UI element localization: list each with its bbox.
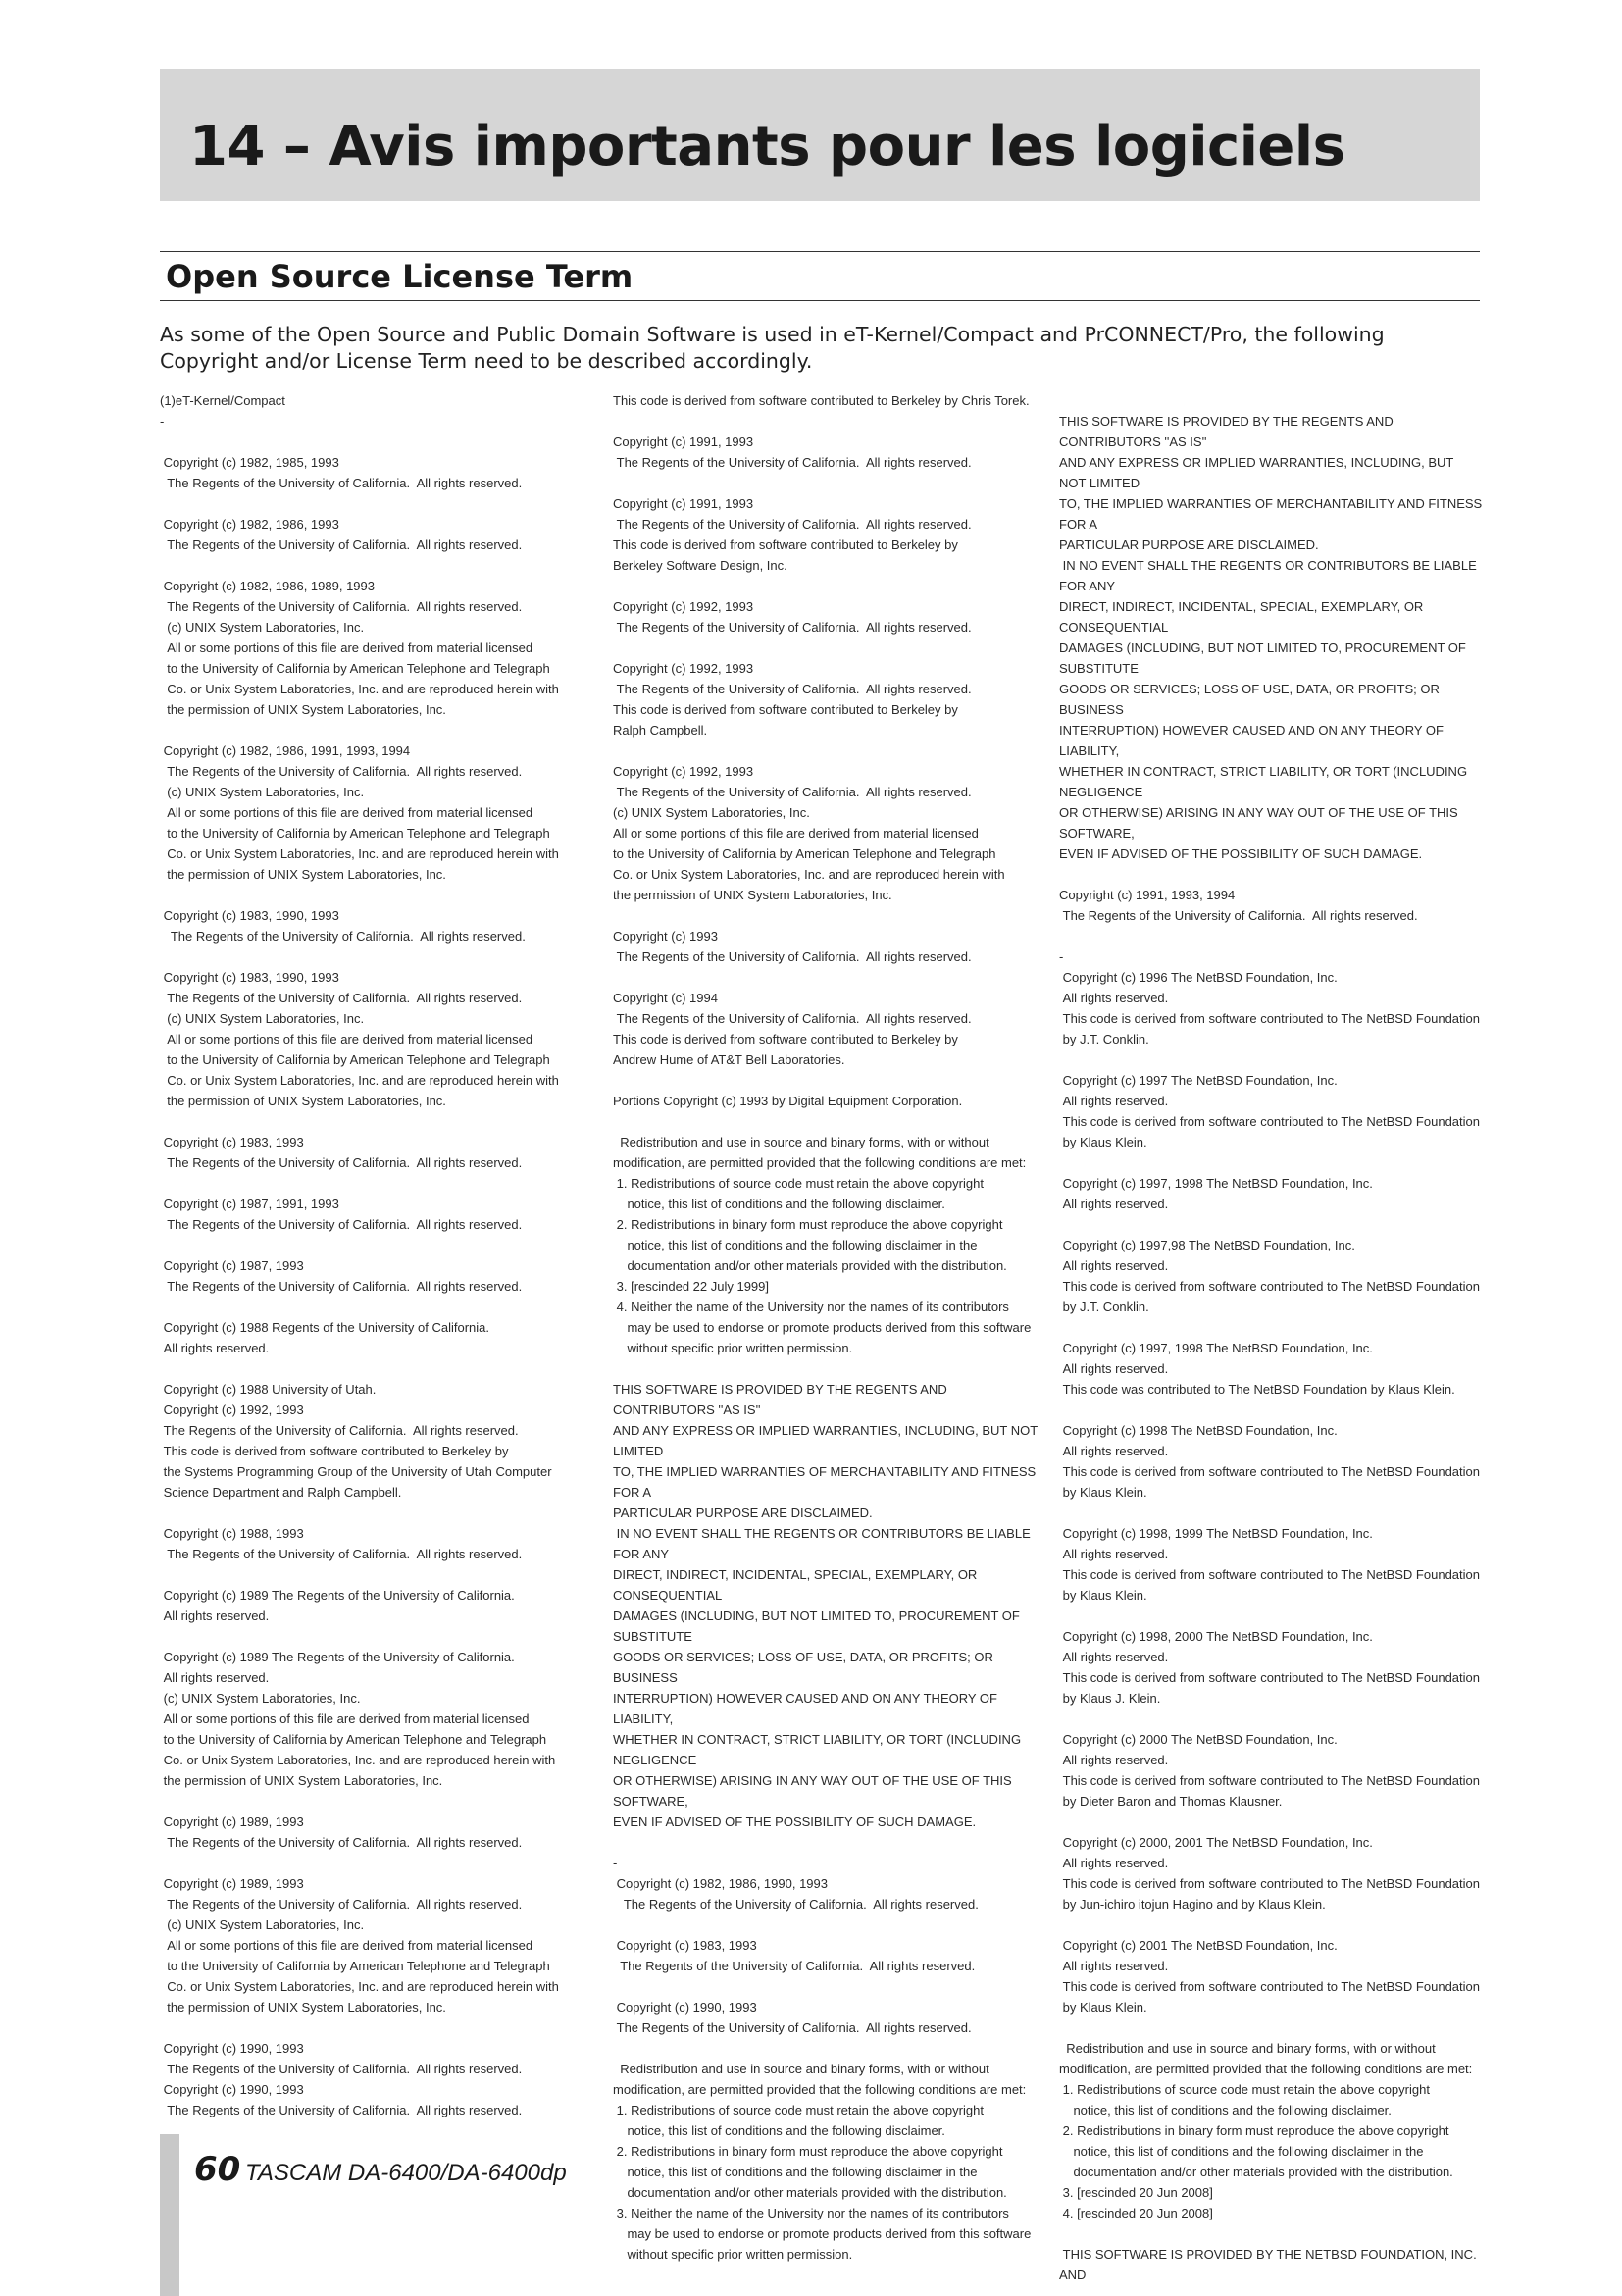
section-title: Open Source License Term [166, 258, 634, 295]
license-block: Copyright (c) 1982, 1985, 1993 The Regents of the University of California. All rights reserved. [163, 455, 523, 490]
license-block: Copyright (c) 1991, 1993, 1994 The Regents of the University of California. All rights reserved. [1059, 888, 1418, 923]
license-block: Copyright (c) 2001 The NetBSD Foundation, Inc. All rights reserved. This code is derived from software contributed to The NetBSD Foundation by Klaus Klein. [1062, 1938, 1480, 2015]
license-block: Copyright (c) 1993 The Regents of the University of California. All rights reserved. [613, 929, 972, 964]
license-block: Copyright (c) 1989 The Regents of the University of California. All rights reserved. [163, 1588, 515, 1623]
chapter-title: 14 – Avis importants pour les logiciels [189, 115, 1345, 179]
license-block: Copyright (c) 1989, 1993 The Regents of the University of California. All rights reserved. [163, 1814, 523, 1850]
license-block: Copyright (c) 1983, 1990, 1993 The Regents of the University of California. All rights reserved. [163, 908, 526, 944]
page-number: 60 [194, 2150, 241, 2189]
license-block: Portions Copyright (c) 1993 by Digital Equipment Corporation. [613, 1094, 963, 1108]
product-name: TASCAM DA-6400/DA-6400dp [245, 2160, 567, 2186]
license-block: Copyright (c) 1989, 1993 The Regents of the University of California. All rights reserved. (c) UNIX System Laboratories, Inc. All or some portions of this file are derived from material licensed to the University of California by American Telephone and Telegraph Co. or Unix System Laboratories, Inc. and are reproduced herein with the permission of UNIX System Laboratories, Inc. [163, 1876, 559, 2015]
license-block: Copyright (c) 1992, 1993 The Regents of the University of California. All rights reserved. [613, 599, 972, 635]
license-block: Copyright (c) 2000 The NetBSD Foundation, Inc. All rights reserved. This code is derived from software contributed to The NetBSD Foundation by Dieter Baron and Thomas Klausner. [1062, 1732, 1480, 1809]
license-block: This code is derived from software contributed to Berkeley by Chris Torek. [613, 393, 1030, 408]
section-rule-bottom [160, 300, 1480, 301]
license-block: Copyright (c) 1997, 1998 The NetBSD Foundation, Inc. All rights reserved. This code was contributed to The NetBSD Foundation by Klaus Klein. [1062, 1341, 1455, 1397]
license-block: Copyright (c) 1990, 1993 The Regents of the University of California. All rights reserved. [616, 2000, 972, 2035]
license-block: - Copyright (c) 1996 The NetBSD Foundation, Inc. All rights reserved. This code is derived from software contributed to The NetBSD Foundation by J.T. Conklin. [1059, 949, 1480, 1046]
footer-bar [160, 2134, 179, 2296]
chapter-header [160, 69, 1480, 201]
license-block: THIS SOFTWARE IS PROVIDED BY THE REGENTS AND CONTRIBUTORS ''AS IS'' AND ANY EXPRESS OR IMPLIED WARRANTIES, INCLUDING, BUT NOT LIMITED TO, THE IMPLIED WARRANTIES OF MERCHANTABILITY AND FITNESS FOR A PARTICULAR PURPOSE ARE DISCLAIMED. IN NO EVENT SHALL THE REGENTS OR CONTRIBUTORS BE LIABLE FOR ANY DIRECT, INDIRECT, INCIDENTAL, SPECIAL, EXEMPLARY, OR CONSEQUENTIAL DAMAGES (INCLUDING, BUT NOT LIMITED TO, PROCUREMENT OF SUBSTITUTE GOODS OR SERVICES; LOSS OF USE, DATA, OR PROFITS; OR BUSINESS INTERRUPTION) HOWEVER CAUSED AND ON ANY THEORY OF LIABILITY, WHETHER IN CONTRACT, STRICT LIABILITY, OR TORT (INCLUDING NEGLIGENCE OR OTHERWISE) ARISING IN ANY WAY OUT OF THE USE OF THIS SOFTWARE, EVEN IF ADVISED OF THE POSSIBILITY OF SUCH DAMAGE. [613, 1382, 1038, 1829]
license-block: THIS SOFTWARE IS PROVIDED BY THE NETBSD FOUNDATION, INC. AND [1059, 2247, 1480, 2282]
license-block: (1)eT-Kernel/Compact - [160, 393, 285, 429]
license-column-1 [160, 390, 601, 2126]
license-block: Copyright (c) 1989 The Regents of the University of California. All rights reserved. (c) UNIX System Laboratories, Inc. All or some portions of this file are derived from material licensed to the University of California by American Telephone and Telegraph Co. or Unix System Laboratories, Inc. and are reproduced herein with the permission of UNIX System Laboratories, Inc. [163, 1650, 556, 1788]
license-block: Redistribution and use in source and binary forms, with or without modification, are permitted provided that the following conditions are met: 1. Redistributions of source code must retain the above copyright notice, this list of conditions and the following disclaimer. 2. Redistributions in binary form must reproduce the above copyright notice, this list of conditions and the following disclaimer in the documentation and/or other materials provided with the distribution. 3. [rescinded 20 Jun 2008] 4. [rescinded 20 Jun 2008] [1059, 2041, 1473, 2220]
license-block: Copyright (c) 1998, 1999 The NetBSD Foundation, Inc. All rights reserved. This code is derived from software contributed to The NetBSD Foundation by Klaus Klein. [1062, 1526, 1480, 1603]
license-block: Copyright (c) 1990, 1993 The Regents of the University of California. All rights reserved. Copyright (c) 1990, 1993 The Regents of the University of California. All rights reserved. [163, 2041, 523, 2117]
license-block: - Copyright (c) 1982, 1986, 1990, 1993 The Regents of the University of California. All rights reserved. [613, 1856, 979, 1912]
intro-paragraph: As some of the Open Source and Public Domain Software is used in eT-Kernel/Compact and PrCONNECT/Pro, the following Copyright and/or License Term need to be described accordingly. [160, 323, 1385, 373]
license-block: Copyright (c) 1992, 1993 The Regents of the University of California. All rights reserved. (c) UNIX System Laboratories, Inc. All or some portions of this file are derived from material licensed to the University of California by American Telephone and Telegraph Co. or Unix System Laboratories, Inc. and are reproduced herein with the permission of UNIX System Laboratories, Inc. [613, 764, 1005, 902]
license-block: Copyright (c) 1982, 1986, 1991, 1993, 1994 The Regents of the University of California. All rights reserved. (c) UNIX System Laboratories, Inc. All or some portions of this file are derived from material licensed to the University of California by American Telephone and Telegraph Co. or Unix System Laboratories, Inc. and are reproduced herein with the permission of UNIX System Laboratories, Inc. [163, 743, 559, 882]
license-block: Copyright (c) 1982, 1986, 1993 The Regents of the University of California. All rights reserved. [163, 517, 523, 552]
license-column-3 [1059, 390, 1483, 2282]
license-block: Copyright (c) 1982, 1986, 1989, 1993 The Regents of the University of California. All rights reserved. (c) UNIX System Laboratories, Inc. All or some portions of this file are derived from material licensed to the University of California by American Telephone and Telegraph Co. or Unix System Laboratories, Inc. and are reproduced herein with the permission of UNIX System Laboratories, Inc. [163, 579, 559, 717]
license-block: Redistribution and use in source and binary forms, with or without modification, are permitted provided that the following conditions are met: 1. Redistributions of source code must retain the above copyright notice, this list of conditions and the following disclaimer. 2. Redistributions in binary form must reproduce the above copyright notice, this list of conditions and the following disclaimer in the documentation and/or other materials provided with the distribution. 3. [rescinded 22 July 1999] 4. Neither the name of the University nor the names of its contributors may be used to endorse or promote products derived from this software without specific prior written permission. [613, 1135, 1032, 1355]
license-block: Copyright (c) 1997 The NetBSD Foundation, Inc. All rights reserved. This code is derived from software contributed to The NetBSD Foundation by Klaus Klein. [1062, 1073, 1480, 1149]
license-block: THIS SOFTWARE IS PROVIDED BY THE REGENTS AND CONTRIBUTORS ''AS IS'' AND ANY EXPRESS OR IMPLIED WARRANTIES, INCLUDING, BUT NOT LIMITED TO, THE IMPLIED WARRANTIES OF MERCHANTABILITY AND FITNESS FOR A PARTICULAR PURPOSE ARE DISCLAIMED. IN NO EVENT SHALL THE REGENTS OR CONTRIBUTORS BE LIABLE FOR ANY DIRECT, INDIRECT, INCIDENTAL, SPECIAL, EXEMPLARY, OR CONSEQUENTIAL DAMAGES (INCLUDING, BUT NOT LIMITED TO, PROCUREMENT OF SUBSTITUTE GOODS OR SERVICES; LOSS OF USE, DATA, OR PROFITS; OR BUSINESS INTERRUPTION) HOWEVER CAUSED AND ON ANY THEORY OF LIABILITY, WHETHER IN CONTRACT, STRICT LIABILITY, OR TORT (INCLUDING NEGLIGENCE OR OTHERWISE) ARISING IN ANY WAY OUT OF THE USE OF THIS SOFTWARE, EVEN IF ADVISED OF THE POSSIBILITY OF SUCH DAMAGE. [1059, 414, 1483, 861]
license-block: Copyright (c) 1983, 1990, 1993 The Regents of the University of California. All rights reserved. (c) UNIX System Laboratories, Inc. All or some portions of this file are derived from material licensed to the University of California by American Telephone and Telegraph Co. or Unix System Laboratories, Inc. and are reproduced herein with the permission of UNIX System Laboratories, Inc. [163, 970, 559, 1108]
license-block: Copyright (c) 1991, 1993 The Regents of the University of California. All rights reserved. This code is derived from software contributed to Berkeley by Berkeley Software Design, Inc. [613, 496, 972, 573]
license-block: Redistribution and use in source and binary forms, with or without modification, are permitted provided that the following conditions are met: 1. Redistributions of source code must retain the above copyright notice, this list of conditions and the following disclaimer. 2. Redistributions in binary form must reproduce the above copyright notice, this list of conditions and the following disclaimer in the documentation and/or other materials provided with the distribution. 3. Neither the name of the University nor the names of its contributors may be used to endorse or promote products derived from this software without specific prior written permission. [613, 2062, 1032, 2262]
section-rule-top [160, 251, 1480, 252]
license-block: Copyright (c) 2000, 2001 The NetBSD Foundation, Inc. All rights reserved. This code is derived from software contributed to The NetBSD Foundation by Jun-ichiro itojun Hagino and by Klaus Klein. [1062, 1835, 1480, 1912]
license-block: Copyright (c) 1994 The Regents of the University of California. All rights reserved. This code is derived from software contributed to Berkeley by Andrew Hume of AT&T Bell Laboratories. [613, 991, 972, 1067]
license-block: Copyright (c) 1991, 1993 The Regents of the University of California. All rights reserved. [613, 434, 972, 470]
license-column-2 [613, 390, 1044, 2262]
license-block: Copyright (c) 1997,98 The NetBSD Foundation, Inc. All rights reserved. This code is derived from software contributed to The NetBSD Foundation by J.T. Conklin. [1062, 1238, 1480, 1314]
license-block: Copyright (c) 1998 The NetBSD Foundation, Inc. All rights reserved. This code is derived from software contributed to The NetBSD Foundation by Klaus Klein. [1062, 1423, 1480, 1500]
license-block: Copyright (c) 1983, 1993 The Regents of the University of California. All rights reserved. [616, 1938, 976, 1973]
license-block: Copyright (c) 1997, 1998 The NetBSD Foundation, Inc. All rights reserved. [1062, 1176, 1373, 1211]
license-block: Copyright (c) 1988, 1993 The Regents of the University of California. All rights reserved. [163, 1526, 523, 1561]
license-block: Copyright (c) 1987, 1991, 1993 The Regents of the University of California. All rights reserved. [163, 1197, 523, 1232]
license-block: Copyright (c) 1988 University of Utah. Copyright (c) 1992, 1993 The Regents of the University of California. All rights reserved. This code is derived from software contributed to Berkeley by the Systems Programming Group of the University of Utah Computer Science Department and Ralph Campbell. [163, 1382, 552, 1500]
license-block: Copyright (c) 1998, 2000 The NetBSD Foundation, Inc. All rights reserved. This code is derived from software contributed to The NetBSD Foundation by Klaus J. Klein. [1062, 1629, 1480, 1706]
license-block: Copyright (c) 1987, 1993 The Regents of the University of California. All rights reserved. [163, 1258, 523, 1294]
license-block: Copyright (c) 1992, 1993 The Regents of the University of California. All rights reserved. This code is derived from software contributed to Berkeley by Ralph Campbell. [613, 661, 972, 738]
license-block: Copyright (c) 1983, 1993 The Regents of the University of California. All rights reserved. [163, 1135, 523, 1170]
license-block: Copyright (c) 1988 Regents of the University of California. All rights reserved. [163, 1320, 490, 1355]
